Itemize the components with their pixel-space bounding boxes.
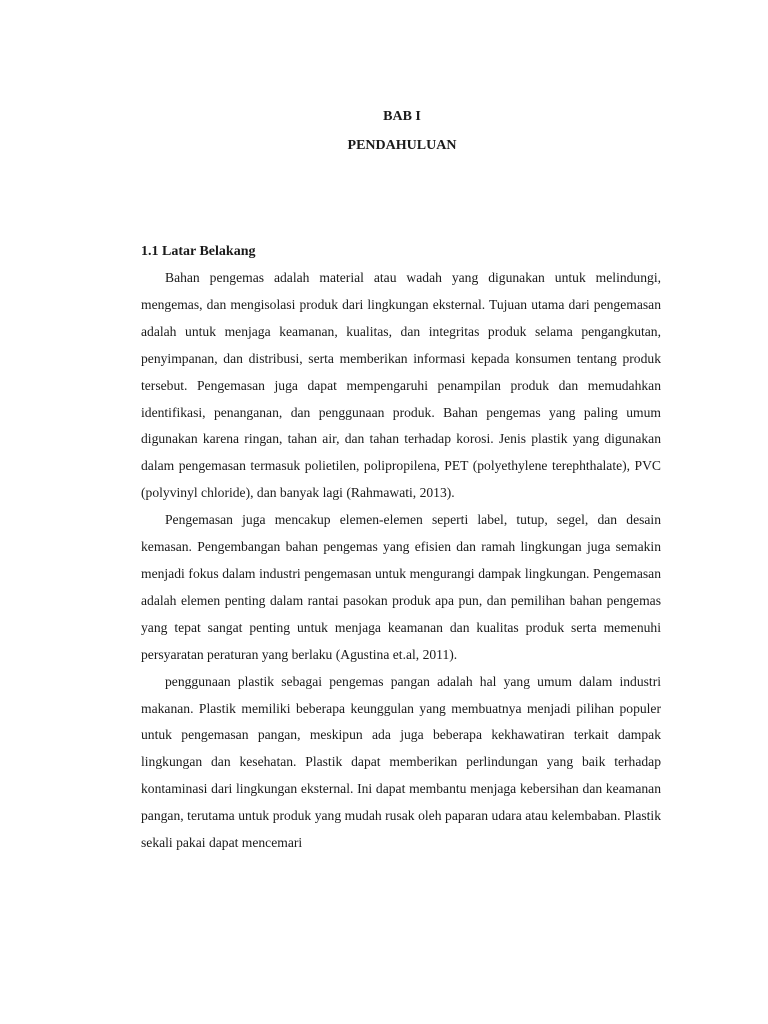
section-heading: 1.1 Latar Belakang	[141, 244, 256, 259]
chapter-number: BAB I	[383, 109, 421, 124]
paragraph-3: penggunaan plastik sebagai pengemas pangan adalah hal yang umum dalam industri makanan. Plastik memiliki beberapa keunggulan yang membuatnya menjadi pilihan populer untuk pengemasan pangan, meskipun ada juga beberapa kekhawatiran terkait dampak lingkungan dan kesehatan. Plastik dapat memberikan perlindungan yang baik terhadap kontaminasi dari lingkungan eksternal. Ini dapat membantu menjaga kebersihan dan keamanan pangan, terutama untuk produk yang mudah rusak oleh paparan udara atau kelembaban. Plastik sekali pakai dapat mencemari	[141, 673, 661, 851]
paragraph-1: Bahan pengemas adalah material atau wadah yang digunakan untuk melindungi, mengemas, dan mengisolasi produk dari lingkungan eksternal. Tujuan utama dari pengemasan adalah untuk menjaga keamanan, kualitas, dan integritas produk selama pengangkutan, penyimpanan, dan distribusi, serta memberikan informasi kepada konsumen tentang produk tersebut. Pengemasan juga dapat mempengaruhi penampilan produk dan memudahkan identifikasi, penanganan, dan penggunaan produk. Bahan pengemas yang paling umum digunakan karena ringan, tahan air, dan tahan terhadap korosi. Jenis plastik yang digunakan dalam pengemasan termasuk polietilen, polipropilena, PET (polyethylene terephthalate), PVC (polyvinyl chloride), dan banyak lagi (Rahmawati, 2013).	[141, 270, 661, 501]
chapter-title: PENDAHULUAN	[347, 138, 457, 153]
paragraph-2: Pengemasan juga mencakup elemen-elemen seperti label, tutup, segel, dan desain kemasan. Pengembangan bahan pengemas yang efisien dan ramah lingkungan juga semakin menjadi fokus dalam industri pengemasan untuk mengurangi dampak lingkungan. Pengemasan adalah elemen penting dalam rantai pasokan produk apa pun, dan pemilihan bahan pengemas yang tepat sangat penting untuk menjaga keamanan dan kualitas produk serta memenuhi persyaratan peraturan yang berlaku (Agustina et.al, 2011).	[141, 512, 661, 662]
document-body	[141, 265, 661, 857]
